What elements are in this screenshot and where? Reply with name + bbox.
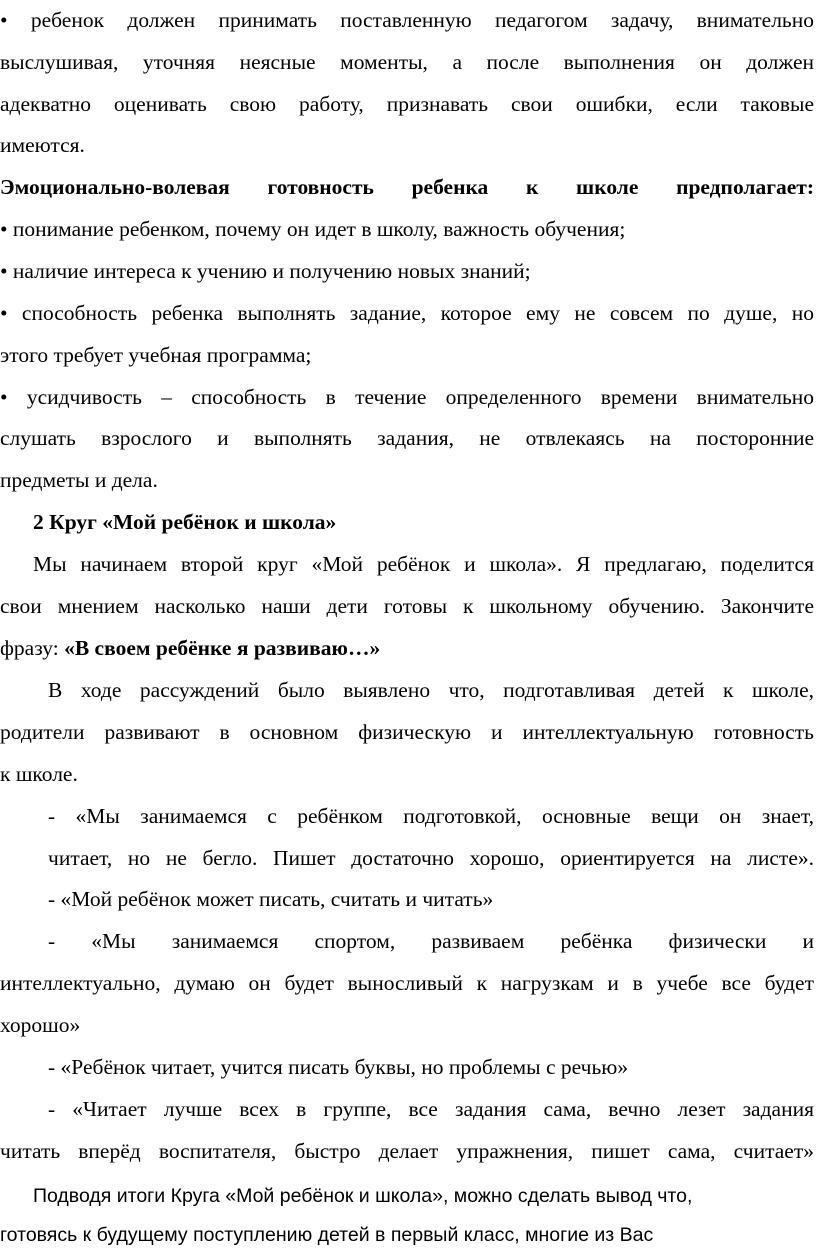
- bullet-task-acceptance-line-1: • ребенок должен принимать поставленную педагогом задачу, внимательно: [0, 8, 814, 32]
- discussion-result-line-1: В ходе рассуждений было выявлено что, подготавливая детей к школе,: [48, 678, 814, 702]
- quote-2: - «Мой ребёнок может писать, считать и читать»: [48, 887, 494, 911]
- circle-2-intro-line-2: свои мнением насколько наши дети готовы к школьному обучению. Закончите: [0, 594, 814, 618]
- quote-5-line-1: - «Читает лучше всех в группе, все задания сама, вечно лезет задания: [48, 1097, 814, 1121]
- bullet-task-acceptance-line-4: имеются.: [0, 133, 85, 157]
- bullet-interest: • наличие интереса к учению и получению новых знаний;: [0, 259, 531, 283]
- quote-5-line-2: читать вперёд воспитателя, быстро делает упражнения, пишет сама, считает»: [0, 1139, 814, 1163]
- quote-3-line-3: хорошо»: [0, 1013, 81, 1037]
- bullet-perseverance-line-1: • усидчивость – способность в течение определенного времени внимательно: [0, 385, 814, 409]
- circle-2-heading: 2 Круг «Мой ребёнок и школа»: [33, 510, 337, 534]
- summary-line-1: Подводя итоги Круга «Мой ребёнок и школа», можно сделать вывод что,: [33, 1185, 693, 1207]
- bullet-task-acceptance-line-3: адекватно оценивать свою работу, признавать свои ошибки, если таковые: [0, 92, 814, 116]
- circle-2-intro-line-3: [0, 634, 380, 662]
- summary-line-2: готовясь к будущему поступлению детей в первый класс, многие из Вас: [0, 1224, 654, 1246]
- phrase-prefix: фразу:: [0, 636, 59, 660]
- bullet-ability-line-1: • способность ребенка выполнять задание, которое ему не совсем по душе, но: [0, 301, 814, 325]
- quote-1-line-1: - «Мы занимаемся с ребёнком подготовкой, основные вещи он знает,: [48, 804, 814, 828]
- discussion-result-line-3: к школе.: [0, 762, 78, 786]
- phrase-prompt: «В своем ребёнке я развиваю…»: [64, 636, 381, 660]
- bullet-perseverance-line-2: слушать взрослого и выполнять задания, не отвлекаясь на посторонние: [0, 426, 814, 450]
- discussion-result-line-2: родители развивают в основном физическую и интеллектуальную готовность: [0, 720, 814, 744]
- quote-3-line-1: - «Мы занимаемся спортом, развиваем ребёнка физически и: [48, 929, 814, 953]
- bullet-understanding: • понимание ребенком, почему он идет в школу, важность обучения;: [0, 217, 626, 241]
- quote-3-line-2: интеллектуально, думаю он будет выносливый к нагрузкам и в учебе все будет: [0, 971, 814, 995]
- section-heading-emotional-volitional: Эмоционально-волевая готовность ребенка к школе предполагает:: [0, 175, 814, 199]
- quote-4: - «Ребёнок читает, учится писать буквы, но проблемы с речью»: [48, 1055, 629, 1079]
- bullet-task-acceptance-line-2: выслушивая, уточняя неясные моменты, а после выполнения он должен: [0, 50, 814, 74]
- bullet-ability-line-2: этого требует учебная программа;: [0, 343, 312, 367]
- circle-2-intro-line-1: Мы начинаем второй круг «Мой ребёнок и школа». Я предлагаю, поделится: [33, 552, 814, 576]
- bullet-perseverance-line-3: предметы и дела.: [0, 468, 158, 492]
- quote-1-line-2: читает, но не бегло. Пишет достаточно хорошо, ориентируется на листе».: [48, 846, 814, 870]
